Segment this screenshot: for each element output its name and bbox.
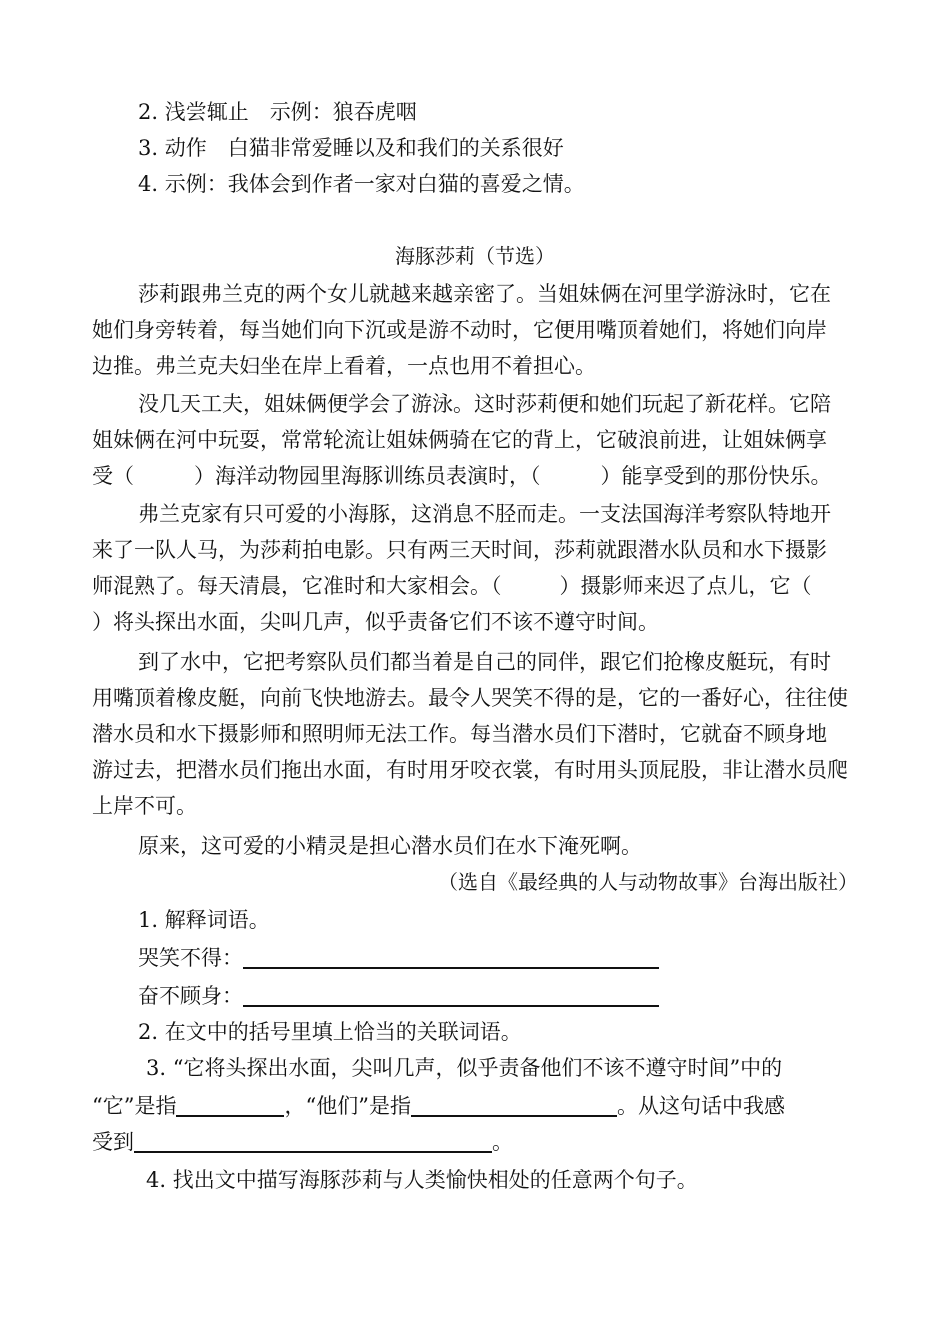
q3-line3-a: 受到 (92, 1130, 134, 1154)
p3-line3-b: ）摄影师来迟了点儿，它（ (559, 574, 812, 598)
answer-line-3c[interactable] (134, 1129, 492, 1153)
p2-line3-a: 受（ (92, 464, 134, 488)
p4-line3: 潜水员和水下摄影师和照明师无法工作。每当潜水员们下潜时，它就奋不顾身地 (92, 722, 827, 746)
q3-line2-a: “它”是指 (92, 1094, 177, 1118)
p5-line1: 原来，这可爱的小精灵是担心潜水员们在水下淹死啊。 (138, 834, 642, 858)
q3-line3-b: 。 (492, 1130, 513, 1154)
p1-line2: 她们身旁转着，每当她们向下沉或是游不动时，它便用嘴顶着她们，将她们向岸 (92, 318, 827, 342)
p3-line3-a: 师混熟了。每天清晨，它准时和大家相会。（ (92, 574, 502, 598)
q3-line2-c: 。从这句话中我感 (616, 1094, 785, 1118)
answer-line-3b[interactable] (411, 1093, 617, 1117)
q3-line2-b: ，“他们”是指 (284, 1094, 411, 1118)
question-1a (138, 944, 659, 972)
question-2: 2. 在文中的括号里填上恰当的关联词语。 (138, 1020, 522, 1044)
answer-2: 2. 浅尝辄止 示例：狼吞虎咽 (138, 100, 417, 124)
answer-4: 4. 示例：我体会到作者一家对白猫的喜爱之情。 (138, 172, 585, 196)
p4-line2: 用嘴顶着橡皮艇，向前飞快地游去。最令人哭笑不得的是，它的一番好心，往往使 (92, 686, 848, 710)
question-1: 1. 解释词语。 (138, 908, 270, 932)
p1-line3: 边推。弗兰克夫妇坐在岸上看着，一点也用不着担心。 (92, 354, 596, 378)
question-1b-label: 奋不顾身： (138, 984, 243, 1008)
question-3-line2 (92, 1092, 785, 1120)
answer-3: 3. 动作 白猫非常爱睡以及和我们的关系很好 (138, 136, 564, 160)
p4-line5: 上岸不可。 (92, 794, 197, 818)
question-3-line3 (92, 1128, 513, 1156)
answer-line-3a[interactable] (176, 1093, 284, 1117)
question-1b (138, 982, 659, 1010)
question-1a-label: 哭笑不得： (138, 946, 243, 970)
article-source: （选自《最经典的人与动物故事》台海出版社） (438, 870, 858, 894)
question-3-line1: 3. “它将头探出水面，尖叫几声，似乎责备他们不该不遵守时间”中的 (146, 1056, 783, 1080)
p3-line4: ）将头探出水面，尖叫几声，似乎责备它们不该不遵守时间。 (92, 610, 659, 634)
p2-line3-b: ）海洋动物园里海豚训练员表演时，（ (194, 464, 541, 488)
p3-line2: 来了一队人马，为莎莉拍电影。只有两三天时间，莎莉就跟潜水队员和水下摄影 (92, 538, 827, 562)
article-title: 海豚莎莉（节选） (395, 244, 555, 268)
answer-line-1a[interactable] (243, 945, 659, 969)
question-4: 4. 找出文中描写海豚莎莉与人类愉快相处的任意两个句子。 (146, 1168, 698, 1192)
answer-line-1b[interactable] (243, 983, 659, 1007)
p4-line4: 游过去，把潜水员们拖出水面，有时用牙咬衣裳，有时用头顶屁股，非让潜水员爬 (92, 758, 848, 782)
p2-line1: 没几天工夫，姐妹俩便学会了游泳。这时莎莉便和她们玩起了新花样。它陪 (138, 392, 831, 416)
p2-line3 (92, 462, 832, 490)
p3-line3 (92, 572, 812, 600)
p2-line2: 姐妹俩在河中玩耍，常常轮流让姐妹俩骑在它的背上，它破浪前进，让姐妹俩享 (92, 428, 827, 452)
p4-line1: 到了水中，它把考察队员们都当着是自己的同伴，跟它们抢橡皮艇玩，有时 (138, 650, 831, 674)
p2-line3-c: ）能享受到的那份快乐。 (600, 464, 832, 488)
p3-line1: 弗兰克家有只可爱的小海豚，这消息不胫而走。一支法国海洋考察队特地开 (138, 502, 831, 526)
p1-line1: 莎莉跟弗兰克的两个女儿就越来越亲密了。当姐妹俩在河里学游泳时，它在 (138, 282, 831, 306)
